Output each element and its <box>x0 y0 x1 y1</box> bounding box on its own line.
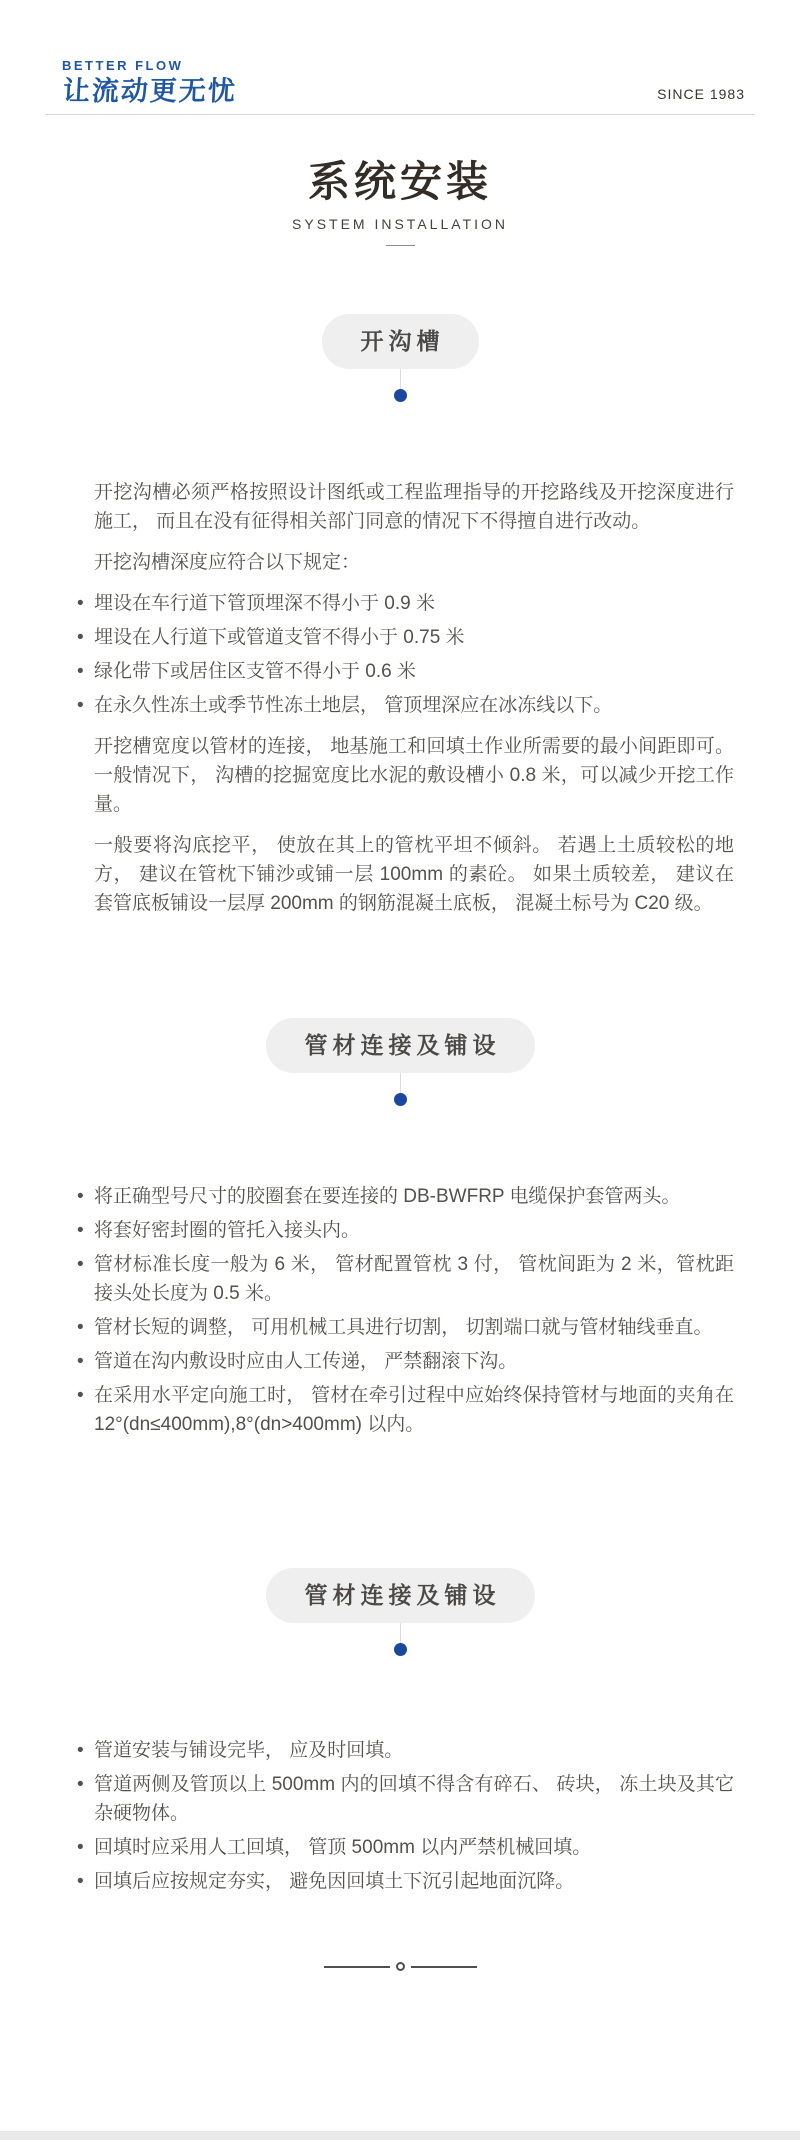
list-item: • 管道安装与铺设完毕， 应及时回填。 <box>94 1736 734 1765</box>
connector-line <box>400 1623 401 1643</box>
connector-dot-icon <box>394 1643 407 1656</box>
header-divider <box>45 114 755 115</box>
list-item: • 埋设在人行道下或管道支管不得小于 0.75 米 <box>94 623 734 652</box>
list-item: • 将套好密封圈的管托入接头内。 <box>94 1216 734 1245</box>
title-divider <box>386 245 415 246</box>
brand-tagline: BETTER FLOW <box>62 58 184 73</box>
footer-line-right <box>411 1966 477 1968</box>
section-content-trenching <box>94 478 734 918</box>
bullet-list <box>94 589 734 720</box>
paragraph: 开挖沟槽深度应符合以下规定： <box>94 552 361 573</box>
bottom-strip <box>0 2131 800 2140</box>
list-item: • 在永久性冻土或季节性冻土地层， 管顶埋深应在冰冻线以下。 <box>94 691 734 720</box>
page-subtitle: SYSTEM INSTALLATION <box>292 216 508 232</box>
page-title: 系统安装 <box>307 158 492 205</box>
footer-circle-icon <box>396 1962 405 1971</box>
paragraph: 开挖槽宽度以管材的连接， 地基施工和回填土作业所需要的最小间距即可。 一般情况下， 沟槽的挖掘宽度比水泥的敷设槽小 0.8 米，可以减少开挖工作量。 <box>94 736 734 815</box>
section-badge: 管材连接及铺设 <box>266 1018 535 1073</box>
list-item: • 在采用水平定向施工时， 管材在牵引过程中应始终保持管材与地面的夹角在 12°(dn≤400mm),8°(dn>400mm) 以内。 <box>94 1381 734 1439</box>
paragraph: 一般要将沟底挖平， 使放在其上的管枕平坦不倾斜。 若遇上土质较松的地方， 建议在管枕下铺沙或铺一层 100mm 的素砼。 如果土质较差， 建议在套管底板铺设一层厚 200mm 的钢筋混凝土底板， 混凝土标号为 C20 级。 <box>94 835 734 914</box>
list-item: • 管材长短的调整， 可用机械工具进行切割， 切割端口就与管材轴线垂直。 <box>94 1313 734 1342</box>
list-item: • 回填时应采用人工回填， 管顶 500mm 以内严禁机械回填。 <box>94 1833 734 1862</box>
paragraph: 开挖沟槽必须严格按照设计图纸或工程监理指导的开挖路线及开挖深度进行施工， 而且在没有征得相关部门同意的情况下不得擅自进行改动。 <box>94 482 734 532</box>
bullet-list <box>94 1182 734 1439</box>
list-item: • 管道两侧及管顶以上 500mm 内的回填不得含有碎石、 砖块， 冻土块及其它杂硬物体。 <box>94 1770 734 1828</box>
list-item: • 将正确型号尺寸的胶圈套在要连接的 DB-BWFRP 电缆保护套管两头。 <box>94 1182 734 1211</box>
footer-ornament <box>0 1962 800 1971</box>
bullet-list <box>94 1736 734 1896</box>
section-badge: 管材连接及铺设 <box>266 1568 535 1623</box>
brand-logo <box>62 58 745 107</box>
list-item: • 回填后应按规定夯实， 避免因回填土下沉引起地面沉降。 <box>94 1867 734 1896</box>
title-block <box>0 157 800 246</box>
brand-wordmark: 让流动更无忧 <box>62 76 238 106</box>
connector-line <box>400 369 401 389</box>
section-content-pipe-laying-1 <box>94 1182 734 1439</box>
footer-line-left <box>324 1966 390 1968</box>
list-item: • 管材标准长度一般为 6 米， 管材配置管枕 3 付， 管枕间距为 2 米，管枕距接头处长度为 0.5 米。 <box>94 1250 734 1308</box>
connector-line <box>400 1073 401 1093</box>
section-head-pipe-laying-2 <box>0 1568 800 1656</box>
list-item: • 绿化带下或居住区支管不得小于 0.6 米 <box>94 657 734 686</box>
list-item: • 埋设在车行道下管顶埋深不得小于 0.9 米 <box>94 589 734 618</box>
section-content-pipe-laying-2 <box>94 1736 734 1896</box>
section-head-pipe-laying-1 <box>0 1018 800 1106</box>
section-head-trenching <box>0 314 800 402</box>
page-header <box>0 0 800 107</box>
connector-dot-icon <box>394 389 407 402</box>
list-item: • 管道在沟内敷设时应由人工传递， 严禁翻滚下沟。 <box>94 1347 734 1376</box>
since-label: SINCE 1983 <box>657 86 745 102</box>
connector-dot-icon <box>394 1093 407 1106</box>
section-badge: 开沟槽 <box>322 314 479 369</box>
